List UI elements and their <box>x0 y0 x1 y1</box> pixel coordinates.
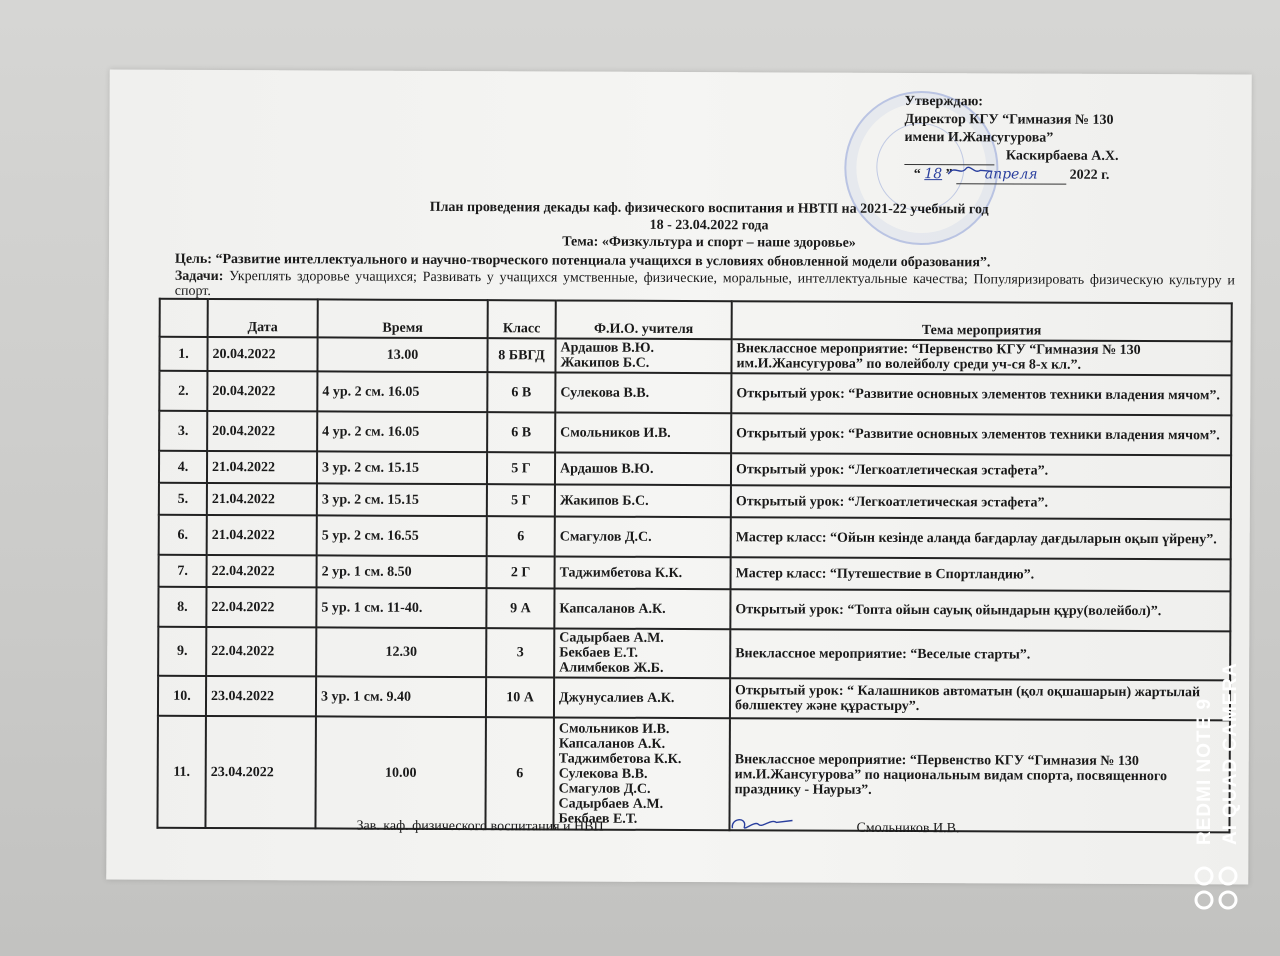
row-time: 13.00 <box>317 337 487 372</box>
table-row <box>159 337 1231 376</box>
document-heading <box>169 198 1249 254</box>
schedule-table <box>156 298 1232 834</box>
row-topic: Мастер класс: “Ойын кезінде алаңда бағдарлау дағдыларын оқып үйрену”. <box>731 517 1231 559</box>
watermark-line-1: REDMI NOTE 9 <box>1194 697 1215 845</box>
row-teacher: Садырбаев А.М. Бекбаев Е.Т. Алимбеков Ж.Б. <box>554 628 730 678</box>
row-date: 20.04.2022 <box>207 337 317 371</box>
column-header-num <box>160 299 208 337</box>
row-topic: Открытый урок: “Легкоатлетическая эстафета”. <box>731 453 1231 487</box>
row-number: 11. <box>157 716 205 828</box>
column-header-class: Класс <box>488 300 556 338</box>
document-goal: Цель: “Развитие интеллектуального и научно-творческого потенциала учащихся в условиях обновленной модели образования”. <box>174 251 991 271</box>
row-number: 10. <box>158 676 206 716</box>
row-topic: Открытый урок: “Топта ойын сауық ойындарын құру(волейбол)”. <box>730 589 1230 631</box>
row-class: 6 В <box>487 372 555 412</box>
row-teacher: Смольников И.В. Капсаланов А.К. Таджимбетова К.К. Сулекова В.В. Смагулов Д.С. Садырбаев А.М. Бекбаев Е.Т. <box>553 717 729 830</box>
approval-block <box>904 93 1204 185</box>
row-time: 12.30 <box>316 627 486 677</box>
row-class: 6 <box>485 717 553 829</box>
row-number: 5. <box>159 483 207 515</box>
row-teacher: Ардашов В.Ю. <box>555 452 731 485</box>
document-dates: 18 - 23.04.2022 года <box>649 217 769 234</box>
row-topic: Открытый урок: “Развитие основных элементов техники владения мячом”. <box>731 413 1231 455</box>
row-teacher: Капсаланов А.К. <box>554 588 730 629</box>
row-topic: Открытый урок: “Развитие основных элементов техники владения мячом”. <box>731 373 1231 415</box>
row-number: 7. <box>159 555 207 587</box>
row-date: 23.04.2022 <box>205 716 315 828</box>
tasks-text: Укреплять здоровье учащихся; Развивать у учащихся умственные, физические, моральные, интеллектуальные качества; Популяризировать физическую культуру и спорт. <box>174 269 1235 299</box>
row-time: 2 ур. 1 см. 8.50 <box>317 555 487 588</box>
row-teacher: Сулекова В.В. <box>555 372 731 413</box>
table-row <box>159 515 1231 560</box>
head-signature-icon <box>726 812 796 834</box>
row-topic: Открытый урок: “Легкоатлетическая эстафета”. <box>731 485 1231 519</box>
row-time: 3 ур. 2 см. 15.15 <box>317 483 487 516</box>
row-teacher: Смагулов Д.С. <box>555 516 731 557</box>
row-date: 22.04.2022 <box>206 587 316 627</box>
row-class: 9 А <box>486 588 554 628</box>
row-teacher: Смольников И.В. <box>555 412 731 453</box>
footer-name: Смольников И.В. <box>856 820 960 837</box>
table-row <box>158 587 1230 632</box>
row-date: 20.04.2022 <box>207 371 317 411</box>
row-time: 10.00 <box>315 716 485 829</box>
row-number: 4. <box>159 451 207 483</box>
approval-date-year: 2022 г. <box>1069 167 1110 183</box>
approval-signer: Каскирбаева А.Х. <box>1005 148 1119 164</box>
row-topic: Открытый урок: “ Калашников автоматын (қол оқшашарын) жартылай бөлшектеу және құрастыру”. <box>730 678 1230 720</box>
document-title: План проведения декады каф. физического воспитания и НВТП на 2021-22 учебный год <box>429 199 989 218</box>
table-row <box>158 627 1230 681</box>
table-row <box>158 676 1230 721</box>
row-date: 20.04.2022 <box>207 411 317 451</box>
column-header-time: Время <box>318 299 488 338</box>
row-class: 2 Г <box>487 556 555 588</box>
table-row <box>159 555 1231 592</box>
footer-position: Зав. каф. физического воспитания и НВП <box>356 818 604 835</box>
table-row <box>159 451 1231 488</box>
row-number: 2. <box>159 371 207 411</box>
row-time: 5 ур. 2 см. 16.55 <box>317 515 487 556</box>
document-sheet <box>106 70 1252 885</box>
row-class: 10 А <box>486 677 554 717</box>
approval-line-2: Директор КГУ “Гимназия № 130 <box>904 111 1114 128</box>
approval-date-month: апреля <box>956 165 1066 184</box>
approval-date-day: 18 <box>924 166 943 183</box>
approval-line-3: имени И.Жансугурова” <box>904 129 1054 146</box>
row-topic: Внеклассное мероприятие: “Первенство КГУ “Гимназия № 130 им.И.Жансугурова” по волейболу среди уч-ся 8-х кл.”. <box>731 339 1231 375</box>
row-class: 6 <box>487 516 555 556</box>
row-class: 6 В <box>487 412 555 452</box>
row-number: 6. <box>159 515 207 555</box>
row-date: 22.04.2022 <box>206 627 316 676</box>
table-header-row <box>160 299 1232 342</box>
row-time: 3 ур. 1 см. 9.40 <box>316 676 486 717</box>
row-topic: Мастер класс: “Путешествие в Спортландию”. <box>731 557 1231 591</box>
table-row <box>157 716 1229 833</box>
column-header-date: Дата <box>208 299 318 337</box>
row-date: 21.04.2022 <box>207 451 317 483</box>
row-teacher: Таджимбетова К.К. <box>555 556 731 589</box>
watermark-line-2: AI QUAD CAMERA <box>1220 662 1241 845</box>
approval-date: “ 18 ” апреля 2022 г. <box>913 166 1110 183</box>
row-date: 23.04.2022 <box>206 676 316 716</box>
row-number: 8. <box>158 587 206 627</box>
table-row <box>159 411 1231 456</box>
row-date: 21.04.2022 <box>207 515 317 555</box>
director-signature-icon <box>944 162 1004 178</box>
row-time: 3 ур. 2 см. 15.15 <box>317 451 487 484</box>
row-number: 3. <box>159 411 207 451</box>
approval-line-1: Утверждаю: <box>904 93 983 110</box>
row-teacher: Ардашов В.Ю. Жакипов Б.С. <box>555 338 731 373</box>
column-header-topic: Тема мероприятия <box>732 301 1232 341</box>
row-class: 8 БВГД <box>487 338 555 372</box>
approval-signature-line <box>904 147 1204 166</box>
document-theme: Тема: «Физкультура и спорт – наше здоровье» <box>562 234 856 251</box>
table-row <box>159 371 1231 416</box>
camera-logo-icon <box>1190 862 1242 914</box>
row-time: 5 ур. 1 см. 11-40. <box>316 587 486 628</box>
row-teacher: Жакипов Б.С. <box>555 484 731 517</box>
row-class: 3 <box>486 628 554 677</box>
row-number: 1. <box>159 337 207 371</box>
row-topic: Внеклассное мероприятие: “Веселые старты”. <box>730 629 1230 680</box>
row-class: 5 Г <box>487 484 555 516</box>
tasks-label: Задачи: <box>174 268 224 285</box>
camera-watermark <box>1188 650 1268 850</box>
row-class: 5 Г <box>487 452 555 484</box>
row-time: 4 ур. 2 см. 16.05 <box>317 411 487 452</box>
column-header-teacher: Ф.И.О. учителя <box>556 300 732 339</box>
row-date: 21.04.2022 <box>207 483 317 515</box>
row-number: 9. <box>158 627 206 676</box>
row-teacher: Джунусалиев А.К. <box>554 677 730 718</box>
row-time: 4 ур. 2 см. 16.05 <box>317 371 487 412</box>
row-date: 22.04.2022 <box>207 555 317 587</box>
row-topic: Внеклассное мероприятие: “Первенство КГУ “Гимназия № 130 им.И.Жансугурова” по национальным видам спорта, посвященного празднику - Наурыз”. <box>729 718 1229 832</box>
table-row <box>159 483 1231 520</box>
